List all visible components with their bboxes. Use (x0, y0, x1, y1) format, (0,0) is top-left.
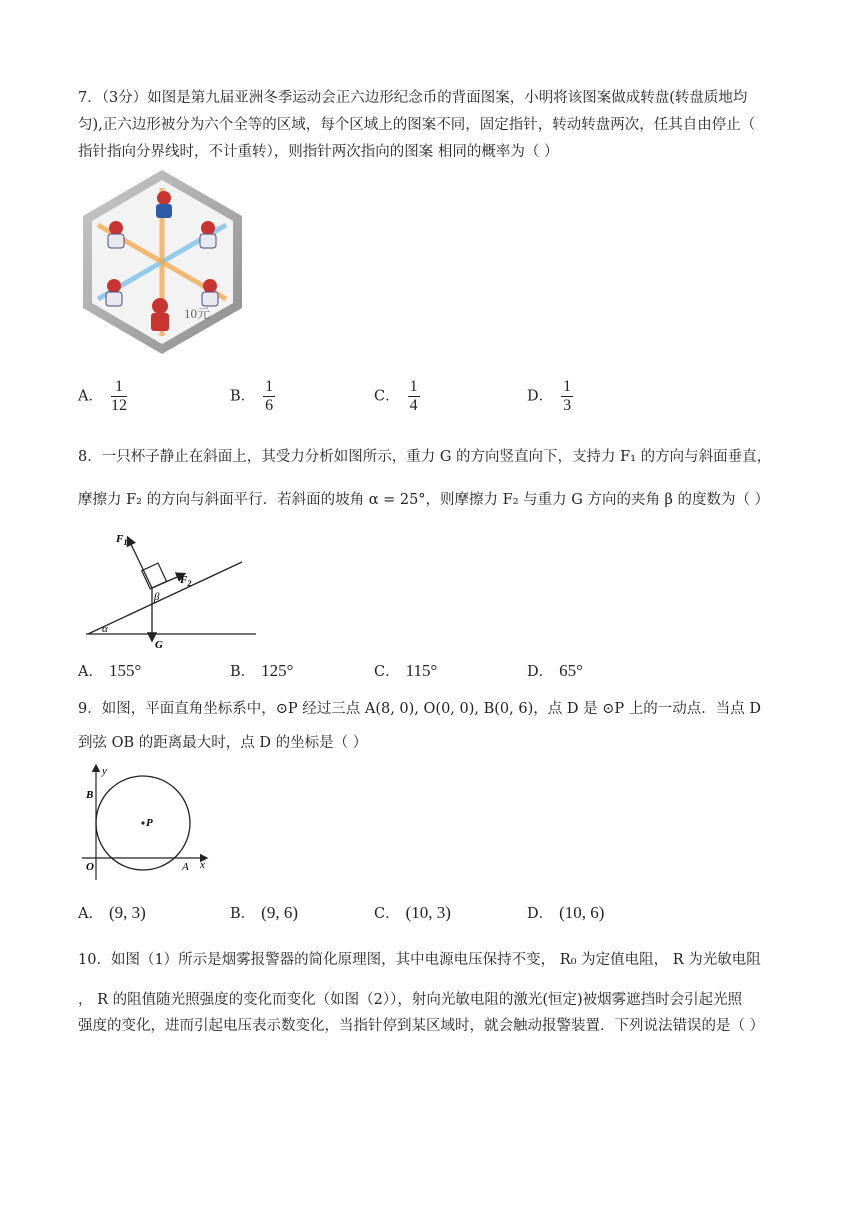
q9-option-c[interactable]: C． (10, 3) (374, 903, 451, 922)
label-p: P (146, 817, 153, 829)
label-f1: $F_1$ (116, 533, 128, 547)
q7-option-c[interactable]: C． $\frac{1}{4}$ (374, 378, 418, 414)
q7-option-b[interactable]: B． $\frac{1}{6}$ (230, 378, 274, 414)
q10-line-1: 10．如图（1）所示是烟雾报警器的简化原理图，其中电源电压保持不变， R₀ 为定值电阻， R 为光敏电阻 (78, 952, 761, 968)
skier-figure-top (156, 191, 172, 218)
skier-figure-lower-left (106, 279, 122, 306)
q7-option-a[interactable]: A． $\frac{1}{12}$ (78, 378, 127, 414)
q8-line-2: 摩擦力 F₂ 的方向与斜面平行．若斜面的坡角 α = 25°，则摩擦力 F₂ 与重力 G 方向的夹角 β 的度数为（ ） (78, 492, 770, 508)
q7-option-d[interactable]: D． $\frac{1}{3}$ (527, 378, 572, 414)
q10-line-2: ， R 的阻值随光照强度的变化而变化（如图（2）），射向光敏电阻的激光(恒定)被烟雾遮挡时会引起光照 (78, 992, 743, 1008)
q7-line-1: 7．（3分）如图是第九届亚洲冬季运动会正六边形纪念币的背面图案，小明将该图案做成转盘(转盘质地均 (78, 90, 748, 106)
q8-option-c[interactable]: C． 115° (374, 661, 438, 680)
q8-option-a[interactable]: A． 155° (78, 661, 142, 680)
q9-line-2: 到弦 OB 的距离最大时，点 D 的坐标是（ ） (78, 735, 368, 751)
skier-figure-bottom (151, 298, 169, 331)
q7-line-3: 指针指向分界线时，不计重转），则指针两次指向的图案 相同的概率为（ ） (78, 144, 559, 160)
skier-figure-upper-left (108, 221, 124, 248)
q9-line-1: 9．如图，平面直角坐标系中，⊙P 经过三点 A(8, 0), O(0, 0), B(0, 6)，点 D 是 ⊙P 上的一动点．当点 D (78, 701, 761, 717)
q10-line-3: 强度的变化，进而引起电压表示数变化，当指针停到某区域时，就会触动报警装置．下列说法错误的是（ ） (78, 1018, 765, 1034)
q8-option-b[interactable]: B． 125° (230, 661, 294, 680)
skier-figure-lower-right (202, 279, 218, 306)
q9-option-a[interactable]: A． (9, 3) (78, 903, 146, 922)
q9-circle-diagram (80, 762, 212, 884)
label-b: B (86, 789, 94, 801)
label-o: O (86, 861, 94, 873)
label-a: A (182, 861, 189, 873)
coin-value-label: 10元 (184, 306, 211, 321)
q7-coin-figure (80, 168, 245, 358)
label-x: x (200, 859, 205, 871)
label-f2: $F_2$ (180, 574, 192, 588)
label-alpha: α (102, 623, 108, 635)
q8-line-1: 8．一只杯子静止在斜面上，其受力分析如图所示，重力 G 的方向竖直向下，支持力 F₁ 的方向与斜面垂直， (78, 449, 772, 465)
q9-option-b[interactable]: B． (9, 6) (230, 903, 298, 922)
q7-line-2: 匀),正六边形被分为六个全等的区域，每个区域上的图案不同，固定指针，转动转盘两次，任其自由停止（ (78, 117, 756, 133)
label-y: y (102, 765, 107, 777)
q8-force-diagram (82, 528, 262, 650)
label-g: G (155, 639, 163, 650)
q9-option-d[interactable]: D． (10, 6) (527, 903, 605, 922)
skier-figure-upper-right (200, 221, 216, 248)
q8-option-d[interactable]: D． 65° (527, 661, 583, 680)
label-beta: β (154, 591, 160, 603)
